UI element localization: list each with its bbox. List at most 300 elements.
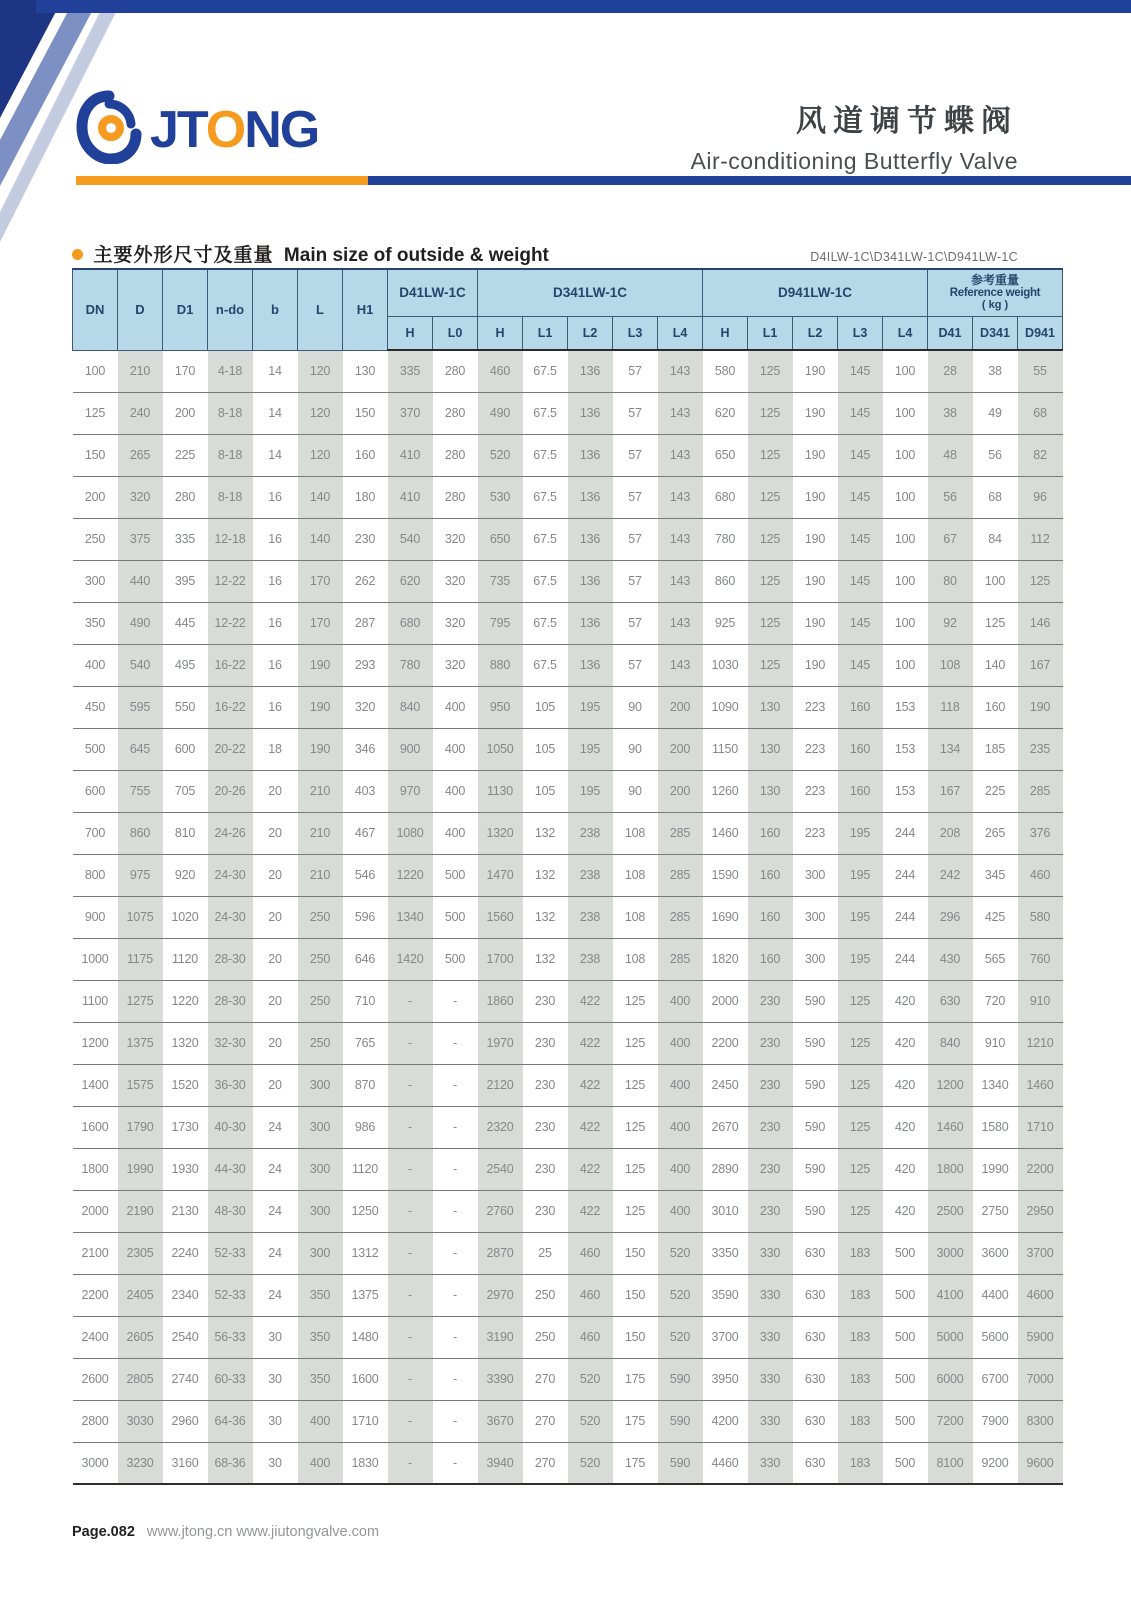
data-cell: 320 bbox=[433, 560, 478, 602]
data-cell: 230 bbox=[523, 980, 568, 1022]
data-cell: 195 bbox=[838, 812, 883, 854]
weight-group-label: ( kg ) bbox=[981, 299, 1009, 312]
data-cell: 190 bbox=[298, 728, 343, 770]
data-cell: 67.5 bbox=[523, 476, 568, 518]
data-cell: 160 bbox=[748, 812, 793, 854]
group-header-d941lw-1c: D941LW-1C bbox=[703, 269, 928, 316]
data-cell: 6700 bbox=[973, 1358, 1018, 1400]
data-cell: 330 bbox=[748, 1442, 793, 1484]
data-cell: 210 bbox=[298, 770, 343, 812]
title-english: Air-conditioning Butterfly Valve bbox=[690, 148, 1018, 174]
data-cell: 1250 bbox=[343, 1190, 388, 1232]
data-cell: 910 bbox=[1018, 980, 1063, 1022]
data-cell: 3700 bbox=[1018, 1232, 1063, 1274]
data-cell: 183 bbox=[838, 1274, 883, 1316]
data-cell: 140 bbox=[298, 476, 343, 518]
data-cell: 2340 bbox=[163, 1274, 208, 1316]
data-cell: 490 bbox=[478, 392, 523, 434]
data-cell: 9600 bbox=[1018, 1442, 1063, 1484]
data-cell: 28-30 bbox=[208, 980, 253, 1022]
data-cell: 420 bbox=[883, 1148, 928, 1190]
data-cell: 230 bbox=[748, 1190, 793, 1232]
data-cell: 100 bbox=[883, 392, 928, 434]
data-cell: 24 bbox=[253, 1232, 298, 1274]
data-cell: 190 bbox=[793, 434, 838, 476]
data-cell: - bbox=[388, 1148, 433, 1190]
data-cell: 580 bbox=[1018, 896, 1063, 938]
data-cell: 143 bbox=[658, 644, 703, 686]
data-cell: 96 bbox=[1018, 476, 1063, 518]
col-header-d: D bbox=[118, 269, 163, 350]
data-cell: 460 bbox=[478, 350, 523, 392]
data-cell: 395 bbox=[163, 560, 208, 602]
data-cell: 130 bbox=[354, 364, 376, 378]
col-header-h1: H1 bbox=[343, 269, 388, 350]
data-cell: 120 bbox=[298, 392, 343, 434]
data-cell: 125 bbox=[838, 1190, 883, 1232]
data-cell: 422 bbox=[568, 980, 613, 1022]
data-cell: 230 bbox=[523, 1148, 568, 1190]
data-cell: 190 bbox=[298, 686, 343, 728]
data-cell: - bbox=[388, 1190, 433, 1232]
data-cell: - bbox=[433, 980, 478, 1022]
data-cell: 645 bbox=[118, 728, 163, 770]
data-cell: 680 bbox=[703, 476, 748, 518]
data-cell: 1460 bbox=[1018, 1064, 1063, 1106]
data-cell: 460 bbox=[1018, 854, 1063, 896]
data-cell: 420 bbox=[883, 1022, 928, 1064]
data-cell: 68-36 bbox=[208, 1442, 253, 1484]
data-cell: 190 bbox=[793, 644, 838, 686]
data-cell: 108 bbox=[613, 812, 658, 854]
data-cell: 120 bbox=[298, 434, 343, 476]
data-cell: 400 bbox=[433, 812, 478, 854]
sub-col-header-d41: D41 bbox=[928, 316, 973, 350]
table-row-dn-1100 bbox=[73, 980, 1063, 1022]
data-cell: 1000 bbox=[73, 938, 118, 980]
data-cell: 400 bbox=[298, 1400, 343, 1442]
data-cell: 590 bbox=[658, 1358, 703, 1400]
data-cell: 755 bbox=[118, 770, 163, 812]
data-cell: 143 bbox=[658, 392, 703, 434]
data-cell: 84 bbox=[973, 518, 1018, 560]
data-cell: 400 bbox=[658, 1190, 703, 1232]
data-cell: 1590 bbox=[703, 854, 748, 896]
data-cell: 300 bbox=[793, 854, 838, 896]
data-cell: 108 bbox=[613, 938, 658, 980]
data-cell: 2740 bbox=[163, 1358, 208, 1400]
data-cell: 500 bbox=[433, 896, 478, 938]
data-cell: 1260 bbox=[703, 770, 748, 812]
data-cell: 1220 bbox=[163, 980, 208, 1022]
data-cell: 195 bbox=[838, 896, 883, 938]
data-cell: 550 bbox=[163, 686, 208, 728]
data-cell: 1075 bbox=[118, 896, 163, 938]
data-cell: 3160 bbox=[163, 1442, 208, 1484]
data-cell: 160 bbox=[748, 854, 793, 896]
data-cell: 430 bbox=[928, 938, 973, 980]
data-cell: 105 bbox=[523, 770, 568, 812]
data-cell: - bbox=[433, 1274, 478, 1316]
data-cell: 52-33 bbox=[208, 1274, 253, 1316]
data-cell: 975 bbox=[118, 854, 163, 896]
data-cell: 1600 bbox=[343, 1358, 388, 1400]
table-row-dn-1600 bbox=[73, 1106, 1063, 1148]
data-cell: 600 bbox=[163, 728, 208, 770]
data-cell: 420 bbox=[883, 1106, 928, 1148]
data-cell: 7000 bbox=[1018, 1358, 1063, 1400]
data-cell: 2120 bbox=[478, 1064, 523, 1106]
data-cell: 2500 bbox=[928, 1190, 973, 1232]
table-row-dn-2100 bbox=[73, 1232, 1063, 1274]
data-cell: 920 bbox=[163, 854, 208, 896]
data-cell: 150 bbox=[613, 1274, 658, 1316]
data-cell: 230 bbox=[748, 1064, 793, 1106]
data-cell: 780 bbox=[703, 518, 748, 560]
data-cell: 195 bbox=[838, 938, 883, 980]
data-cell: 100 bbox=[973, 560, 1018, 602]
data-cell: 223 bbox=[793, 770, 838, 812]
data-cell: 48-30 bbox=[208, 1190, 253, 1232]
data-cell: 2190 bbox=[118, 1190, 163, 1232]
data-cell: 646 bbox=[343, 938, 388, 980]
data-cell: 320 bbox=[433, 518, 478, 560]
data-cell: 2805 bbox=[118, 1358, 163, 1400]
data-cell: 1320 bbox=[478, 812, 523, 854]
jtong-swirl-icon bbox=[76, 90, 142, 169]
data-cell: 495 bbox=[163, 644, 208, 686]
data-cell: 296 bbox=[928, 896, 973, 938]
data-cell: 48 bbox=[928, 434, 973, 476]
sub-col-header-d941: D941 bbox=[1018, 316, 1063, 350]
data-cell: 620 bbox=[388, 560, 433, 602]
data-cell: 12-22 bbox=[208, 560, 253, 602]
sub-col-header-l1: L1 bbox=[523, 316, 568, 350]
data-cell: 68 bbox=[1018, 392, 1063, 434]
table-row-dn-250 bbox=[73, 518, 1063, 560]
data-cell: 12-22 bbox=[208, 602, 253, 644]
data-cell: 108 bbox=[613, 854, 658, 896]
data-cell: 630 bbox=[793, 1400, 838, 1442]
data-cell: 20 bbox=[253, 980, 298, 1022]
data-cell: 330 bbox=[748, 1232, 793, 1274]
data-cell: 590 bbox=[793, 1022, 838, 1064]
data-cell: - bbox=[433, 1022, 478, 1064]
data-cell: 132 bbox=[523, 854, 568, 896]
data-cell: 520 bbox=[658, 1232, 703, 1274]
data-cell: 596 bbox=[343, 896, 388, 938]
data-cell: 2750 bbox=[973, 1190, 1018, 1232]
data-cell: 49 bbox=[973, 392, 1018, 434]
data-cell: 190 bbox=[793, 476, 838, 518]
section-heading bbox=[72, 240, 1063, 264]
data-cell: 900 bbox=[388, 728, 433, 770]
data-cell: 125 bbox=[1018, 560, 1063, 602]
data-cell: 230 bbox=[748, 1106, 793, 1148]
data-cell: 125 bbox=[613, 1148, 658, 1190]
data-cell: 125 bbox=[748, 434, 793, 476]
data-cell: 238 bbox=[568, 812, 613, 854]
data-cell: 3350 bbox=[703, 1232, 748, 1274]
data-cell: 500 bbox=[73, 728, 118, 770]
data-cell: 57 bbox=[628, 364, 642, 379]
data-cell: 170 bbox=[298, 602, 343, 644]
data-cell: 30 bbox=[253, 1442, 298, 1484]
data-cell: 100 bbox=[883, 602, 928, 644]
data-cell: 2240 bbox=[163, 1232, 208, 1274]
data-cell: 190 bbox=[793, 392, 838, 434]
data-cell: 800 bbox=[73, 854, 118, 896]
data-cell: 2960 bbox=[163, 1400, 208, 1442]
data-cell: 735 bbox=[478, 560, 523, 602]
data-cell: 630 bbox=[793, 1316, 838, 1358]
data-cell: 57 bbox=[613, 602, 658, 644]
data-cell: 238 bbox=[568, 938, 613, 980]
data-cell: 1970 bbox=[478, 1022, 523, 1064]
data-cell: 52-33 bbox=[208, 1232, 253, 1274]
data-cell: 335 bbox=[163, 518, 208, 560]
data-cell: 8-18 bbox=[208, 392, 253, 434]
data-cell: 105 bbox=[523, 728, 568, 770]
data-cell: 67 bbox=[928, 518, 973, 560]
data-cell: 230 bbox=[748, 980, 793, 1022]
data-cell: 4460 bbox=[703, 1442, 748, 1484]
data-cell: 210 bbox=[298, 812, 343, 854]
data-cell: 20 bbox=[253, 1022, 298, 1064]
data-cell: 765 bbox=[343, 1022, 388, 1064]
data-cell: 145 bbox=[838, 434, 883, 476]
data-cell: 244 bbox=[883, 938, 928, 980]
data-cell: 150 bbox=[613, 1316, 658, 1358]
data-cell: 2540 bbox=[478, 1148, 523, 1190]
weight-group-label: Reference weight bbox=[949, 287, 1041, 300]
data-cell: 28-30 bbox=[208, 938, 253, 980]
table-header bbox=[73, 269, 1063, 350]
data-cell: 4-18 bbox=[208, 350, 253, 392]
col-header-d1: D1 bbox=[163, 269, 208, 350]
data-cell: 6000 bbox=[928, 1358, 973, 1400]
data-cell: 580 bbox=[714, 364, 736, 379]
data-cell: 300 bbox=[73, 560, 118, 602]
data-cell: 145 bbox=[838, 518, 883, 560]
data-cell: 56 bbox=[928, 476, 973, 518]
data-cell: - bbox=[433, 1148, 478, 1190]
data-cell: 595 bbox=[118, 686, 163, 728]
data-cell: 1030 bbox=[703, 644, 748, 686]
table-row-dn-2400 bbox=[73, 1316, 1063, 1358]
table-row-dn-2600 bbox=[73, 1358, 1063, 1400]
data-cell: 375 bbox=[118, 518, 163, 560]
data-cell: 460 bbox=[568, 1316, 613, 1358]
data-cell: 136 bbox=[568, 350, 613, 392]
data-cell: 57 bbox=[613, 434, 658, 476]
data-cell: 1340 bbox=[388, 896, 433, 938]
table-row-dn-1400 bbox=[73, 1064, 1063, 1106]
data-cell: 1480 bbox=[343, 1316, 388, 1358]
data-cell: 500 bbox=[883, 1274, 928, 1316]
data-cell: 92 bbox=[928, 602, 973, 644]
data-cell: 2130 bbox=[163, 1190, 208, 1232]
data-cell: 400 bbox=[658, 1064, 703, 1106]
data-cell: - bbox=[433, 1190, 478, 1232]
data-cell: 145 bbox=[838, 602, 883, 644]
data-cell: 90 bbox=[613, 770, 658, 812]
data-cell: 970 bbox=[388, 770, 433, 812]
data-cell: - bbox=[433, 1358, 478, 1400]
data-cell: 620 bbox=[703, 392, 748, 434]
col-header-l: L bbox=[298, 269, 343, 350]
data-cell: 16 bbox=[253, 476, 298, 518]
data-cell: 225 bbox=[973, 770, 1018, 812]
data-cell: 20 bbox=[253, 896, 298, 938]
data-cell: 12-18 bbox=[208, 518, 253, 560]
data-cell: 500 bbox=[433, 854, 478, 896]
orange-bullet-icon bbox=[72, 249, 83, 260]
data-cell: 420 bbox=[883, 1064, 928, 1106]
data-cell: 125 bbox=[613, 1022, 658, 1064]
data-cell: 1375 bbox=[118, 1022, 163, 1064]
data-cell: 175 bbox=[613, 1442, 658, 1484]
data-cell: 16-22 bbox=[208, 644, 253, 686]
data-cell: 55 bbox=[1018, 350, 1063, 392]
data-cell: 150 bbox=[613, 1232, 658, 1274]
data-cell: 125 bbox=[838, 1106, 883, 1148]
data-cell: 410 bbox=[388, 434, 433, 476]
data-cell: 16-22 bbox=[208, 686, 253, 728]
data-cell: 223 bbox=[793, 686, 838, 728]
data-cell: - bbox=[388, 1232, 433, 1274]
data-cell: 330 bbox=[748, 1358, 793, 1400]
page-number: Page.082 bbox=[72, 1524, 135, 1540]
data-cell: 16 bbox=[253, 518, 298, 560]
data-cell: 145 bbox=[838, 560, 883, 602]
data-cell: 3030 bbox=[118, 1400, 163, 1442]
data-cell: 143 bbox=[658, 518, 703, 560]
data-cell: 125 bbox=[973, 602, 1018, 644]
data-cell: 520 bbox=[478, 434, 523, 476]
data-cell: 8300 bbox=[1018, 1400, 1063, 1442]
group-header-d341lw-1c: D341LW-1C bbox=[478, 269, 703, 316]
data-cell: 145 bbox=[838, 350, 883, 392]
data-cell: 350 bbox=[73, 602, 118, 644]
data-cell: 145 bbox=[838, 476, 883, 518]
data-cell: 125 bbox=[748, 644, 793, 686]
data-cell: 250 bbox=[298, 896, 343, 938]
data-cell: 125 bbox=[838, 1064, 883, 1106]
data-cell: 1930 bbox=[163, 1148, 208, 1190]
data-cell: 2450 bbox=[703, 1064, 748, 1106]
data-cell: 170 bbox=[298, 560, 343, 602]
data-cell: 720 bbox=[973, 980, 1018, 1022]
data-cell: 140 bbox=[973, 644, 1018, 686]
data-cell: 2800 bbox=[73, 1400, 118, 1442]
data-cell: 760 bbox=[1018, 938, 1063, 980]
data-cell: 400 bbox=[73, 644, 118, 686]
data-cell: 500 bbox=[883, 1316, 928, 1358]
data-cell: 500 bbox=[883, 1400, 928, 1442]
data-cell: 320 bbox=[343, 686, 388, 728]
data-cell: 1090 bbox=[703, 686, 748, 728]
data-cell: 880 bbox=[478, 644, 523, 686]
data-cell: 520 bbox=[568, 1442, 613, 1484]
data-cell: 57 bbox=[613, 392, 658, 434]
data-cell: 145 bbox=[838, 392, 883, 434]
data-cell: 150 bbox=[73, 434, 118, 476]
data-cell: 3700 bbox=[703, 1316, 748, 1358]
data-cell: 136 bbox=[568, 560, 613, 602]
data-cell: 230 bbox=[748, 1148, 793, 1190]
data-cell: 1470 bbox=[478, 854, 523, 896]
data-cell: 67.5 bbox=[523, 560, 568, 602]
data-cell: 422 bbox=[568, 1190, 613, 1232]
data-cell: 403 bbox=[343, 770, 388, 812]
data-cell: 8-18 bbox=[208, 476, 253, 518]
data-cell: 1790 bbox=[118, 1106, 163, 1148]
col-header-b: b bbox=[253, 269, 298, 350]
sub-col-header-h: H bbox=[703, 316, 748, 350]
data-cell: 100 bbox=[883, 560, 928, 602]
data-cell: 860 bbox=[118, 812, 163, 854]
data-cell: 420 bbox=[883, 980, 928, 1022]
sub-col-header-l4: L4 bbox=[883, 316, 928, 350]
data-cell: 630 bbox=[793, 1274, 838, 1316]
data-cell: - bbox=[388, 1064, 433, 1106]
table-row-dn-100 bbox=[73, 350, 1063, 392]
data-cell: 565 bbox=[973, 938, 1018, 980]
data-cell: 20-26 bbox=[208, 770, 253, 812]
data-cell: 2600 bbox=[73, 1358, 118, 1400]
data-cell: 125 bbox=[613, 1064, 658, 1106]
data-cell: 112 bbox=[1018, 518, 1063, 560]
data-cell: 1020 bbox=[163, 896, 208, 938]
data-cell: 3000 bbox=[73, 1442, 118, 1484]
data-cell: 1420 bbox=[388, 938, 433, 980]
data-cell: 300 bbox=[793, 896, 838, 938]
data-cell: 210 bbox=[118, 350, 163, 392]
data-cell: 118 bbox=[928, 686, 973, 728]
data-cell: 1990 bbox=[973, 1148, 1018, 1190]
jtong-logo bbox=[76, 90, 318, 169]
data-cell: 38 bbox=[928, 392, 973, 434]
data-cell: 3600 bbox=[973, 1232, 1018, 1274]
data-cell: 265 bbox=[973, 812, 1018, 854]
data-cell: 242 bbox=[928, 854, 973, 896]
group-header-reference-weight bbox=[928, 269, 1063, 316]
data-cell: 630 bbox=[793, 1358, 838, 1400]
data-cell: 425 bbox=[973, 896, 1018, 938]
data-cell: 183 bbox=[838, 1316, 883, 1358]
data-cell: 190 bbox=[793, 518, 838, 560]
data-cell: 132 bbox=[523, 812, 568, 854]
data-cell: 285 bbox=[658, 854, 703, 896]
table-row-dn-1800 bbox=[73, 1148, 1063, 1190]
data-cell: 4200 bbox=[703, 1400, 748, 1442]
sub-col-header-l4: L4 bbox=[658, 316, 703, 350]
data-cell: 230 bbox=[523, 1106, 568, 1148]
data-cell: 2760 bbox=[478, 1190, 523, 1232]
data-cell: 1200 bbox=[73, 1022, 118, 1064]
data-cell: 1710 bbox=[343, 1400, 388, 1442]
data-cell: 2970 bbox=[478, 1274, 523, 1316]
sub-col-header-l0: L0 bbox=[433, 316, 478, 350]
table-row-dn-150 bbox=[73, 434, 1063, 476]
data-cell: 262 bbox=[343, 560, 388, 602]
data-cell: 143 bbox=[658, 350, 703, 392]
data-cell: 810 bbox=[163, 812, 208, 854]
data-cell: 840 bbox=[388, 686, 433, 728]
table-row-dn-600 bbox=[73, 770, 1063, 812]
col-header-n-do: n-do bbox=[208, 269, 253, 350]
